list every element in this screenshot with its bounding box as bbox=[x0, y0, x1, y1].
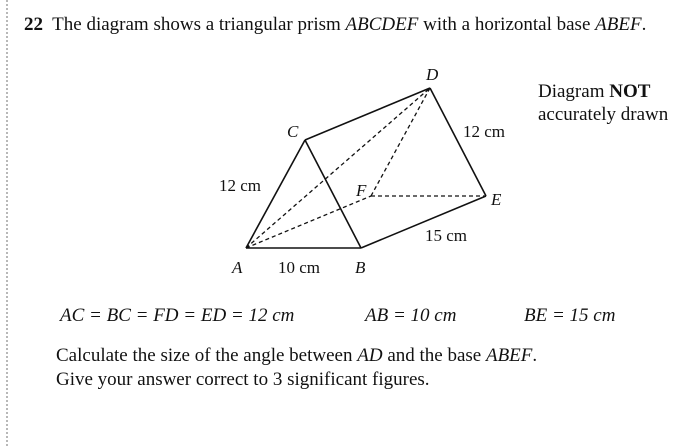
edge-af-hidden bbox=[246, 196, 371, 248]
question-intro: The diagram shows a triangular prism bbox=[52, 14, 341, 35]
length-label-be: 15 cm bbox=[425, 226, 468, 245]
point-label-b: B bbox=[355, 258, 366, 277]
base-name: ABEF bbox=[595, 14, 642, 35]
point-label-f: F bbox=[356, 181, 367, 200]
edge-be bbox=[361, 196, 486, 248]
task-line2: Give your answer correct to 3 significant figures. bbox=[56, 369, 430, 390]
point-label-c: C bbox=[287, 122, 299, 141]
edge-cd bbox=[305, 88, 430, 140]
question-intro-end: . bbox=[641, 14, 647, 35]
task-line1-c: and the base bbox=[387, 345, 482, 366]
edge-cb bbox=[305, 140, 361, 248]
note-not: NOT bbox=[609, 81, 651, 102]
length-label-ac: 12 cm bbox=[219, 176, 262, 195]
task-line1-end: . bbox=[532, 345, 538, 366]
task-line1 bbox=[56, 345, 537, 367]
given-eq3: BE = 15 cm bbox=[524, 305, 616, 326]
given-eq2: AB = 10 cm bbox=[365, 305, 457, 326]
task-base-name: ABEF bbox=[485, 345, 533, 366]
point-label-a: A bbox=[232, 258, 243, 277]
task-line-ad: AD bbox=[357, 345, 383, 366]
note-line2: accurately drawn bbox=[538, 104, 669, 125]
point-label-d: D bbox=[426, 65, 439, 84]
point-label-e: E bbox=[491, 190, 502, 209]
question-intro-mid: with a horizontal base bbox=[423, 14, 591, 35]
length-label-de: 12 cm bbox=[463, 122, 506, 141]
note-line1-a: Diagram bbox=[538, 81, 605, 102]
length-label-ab: 10 cm bbox=[278, 258, 321, 277]
edge-de bbox=[430, 88, 486, 196]
edge-fd-hidden bbox=[371, 88, 430, 196]
task-line1-a: Calculate the size of the angle between bbox=[56, 345, 353, 366]
question-number: 22 bbox=[24, 14, 43, 35]
prism-name: ABCDEF bbox=[345, 14, 419, 35]
edge-ad-hidden bbox=[246, 88, 430, 248]
given-eq1: AC = BC = FD = ED = 12 cm bbox=[60, 305, 295, 326]
